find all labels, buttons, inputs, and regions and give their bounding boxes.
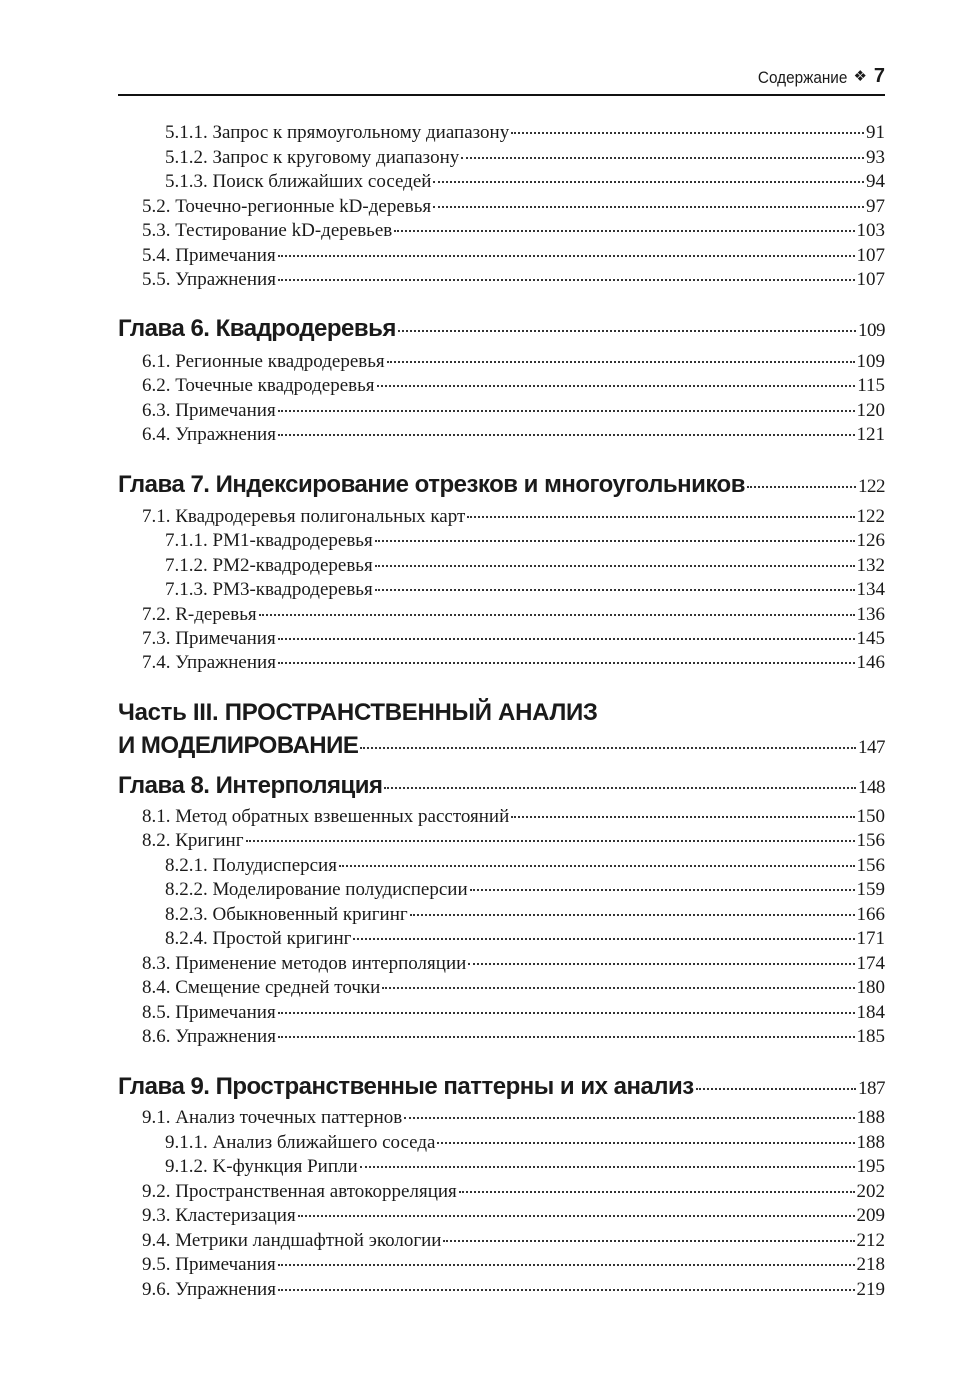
entry-title: 6.2. Точечные квадродеревья xyxy=(142,375,375,396)
entry-title: 8.1. Метод обратных взвешенных расстояний xyxy=(142,806,510,827)
toc-entry[interactable] xyxy=(142,268,885,292)
toc-entry[interactable] xyxy=(142,399,885,423)
toc-chapter-entry[interactable] xyxy=(118,771,885,803)
toc-entry[interactable] xyxy=(142,1229,885,1253)
entry-page-number: 218 xyxy=(856,1254,885,1275)
dot-leader xyxy=(259,614,855,616)
entry-title: 7.2. R-деревья xyxy=(142,604,257,625)
entry-title: 8.2.3. Обыкновенный кригинг xyxy=(165,904,408,925)
entry-title: 9.4. Метрики ландшафтной экологии xyxy=(142,1230,442,1251)
entry-page-number: 156 xyxy=(856,855,885,876)
entry-title: 5.4. Примечания xyxy=(142,245,276,266)
toc-entry[interactable] xyxy=(142,374,885,398)
dot-leader xyxy=(375,589,855,591)
toc-entry[interactable] xyxy=(165,170,885,194)
dot-leader xyxy=(278,1264,855,1266)
toc-entry[interactable] xyxy=(165,927,885,951)
entry-page-number: 166 xyxy=(856,904,885,925)
dot-leader xyxy=(468,963,854,965)
entry-title: 7.4. Упражнения xyxy=(142,652,276,673)
dot-leader xyxy=(278,279,855,281)
entry-page-number: 187 xyxy=(858,1078,885,1099)
page-number: 7 xyxy=(873,65,885,87)
entry-title: 7.1.3. PM3-квадродеревья xyxy=(165,579,373,600)
dot-leader xyxy=(278,1012,855,1014)
toc-entry[interactable] xyxy=(142,651,885,675)
dot-leader xyxy=(382,987,854,989)
dot-leader xyxy=(747,486,856,488)
dot-leader xyxy=(387,361,855,363)
toc-entry[interactable] xyxy=(142,805,885,829)
entry-title: 9.1.2. K-функция Рипли xyxy=(165,1156,358,1177)
ornament-icon: ❖ xyxy=(853,67,867,85)
toc-entry[interactable] xyxy=(142,195,885,219)
entry-page-number: 107 xyxy=(856,269,885,290)
toc-entry[interactable] xyxy=(142,1278,885,1302)
entry-page-number: 97 xyxy=(866,196,885,217)
toc-entry[interactable] xyxy=(142,1001,885,1025)
entry-title: 8.2.4. Простой кригинг xyxy=(165,928,352,949)
entry-page-number: 91 xyxy=(866,122,885,143)
dot-leader xyxy=(511,132,864,134)
toc-entry[interactable] xyxy=(142,1204,885,1228)
entry-title: 7.1.2. PM2-квадродеревья xyxy=(165,555,373,576)
entry-title: 9.1.1. Анализ ближайшего соседа xyxy=(165,1132,436,1153)
dot-leader xyxy=(377,385,856,387)
toc-entry[interactable] xyxy=(142,976,885,1000)
dot-leader xyxy=(360,1166,855,1168)
running-header xyxy=(118,64,885,96)
entry-page-number: 109 xyxy=(856,351,885,372)
entry-title: 9.5. Примечания xyxy=(142,1254,276,1275)
dot-leader xyxy=(278,1036,855,1038)
entry-page-number: 134 xyxy=(856,579,885,600)
entry-title: 7.1. Квадродеревья полигональных карт xyxy=(142,506,466,527)
toc-entry[interactable] xyxy=(165,854,885,878)
entry-title: Глава 8. Интерполяция xyxy=(118,772,383,799)
entry-title: 5.1.1. Запрос к прямоугольному диапазону xyxy=(165,122,510,143)
toc-chapter-entry[interactable] xyxy=(118,314,885,346)
toc-entry[interactable] xyxy=(165,903,885,927)
entry-title: 8.5. Примечания xyxy=(142,1002,276,1023)
toc-entry[interactable] xyxy=(165,1131,885,1155)
toc-entry[interactable] xyxy=(142,1180,885,1204)
entry-title: Глава 9. Пространственные паттерны и их анализ xyxy=(118,1073,694,1100)
entry-page-number: 107 xyxy=(856,245,885,266)
entry-page-number: 136 xyxy=(856,604,885,625)
dot-leader xyxy=(375,565,855,567)
dot-leader xyxy=(339,865,855,867)
entry-title: И МОДЕЛИРОВАНИЕ xyxy=(118,732,359,759)
entry-page-number: 212 xyxy=(856,1230,885,1251)
dot-leader xyxy=(433,206,864,208)
entry-title: 9.3. Кластеризация xyxy=(142,1205,296,1226)
entry-title: 5.5. Упражнения xyxy=(142,269,276,290)
dot-leader xyxy=(467,516,854,518)
entry-title: 8.2.2. Моделирование полудисперсии xyxy=(165,879,468,900)
entry-title: 5.2. Точечно-регионные kD-деревья xyxy=(142,196,432,217)
entry-page-number: 94 xyxy=(866,171,885,192)
entry-page-number: 93 xyxy=(866,147,885,168)
toc-entry[interactable] xyxy=(142,603,885,627)
entry-title: 9.1. Анализ точечных паттернов xyxy=(142,1107,403,1128)
entry-page-number: 120 xyxy=(856,400,885,421)
dot-leader xyxy=(278,410,855,412)
toc-chapter-entry[interactable] xyxy=(118,731,885,763)
toc-entry[interactable] xyxy=(165,121,885,145)
entry-title: 8.3. Применение методов интерполяции xyxy=(142,953,467,974)
dot-leader xyxy=(298,1215,855,1217)
toc-entry[interactable] xyxy=(165,578,885,602)
entry-page-number: 148 xyxy=(858,777,885,798)
entry-title: 6.1. Регионные квадродеревья xyxy=(142,351,385,372)
toc-entry[interactable] xyxy=(142,952,885,976)
entry-title: 7.3. Примечания xyxy=(142,628,276,649)
dot-leader xyxy=(375,540,855,542)
dot-leader xyxy=(360,747,856,749)
entry-page-number: 174 xyxy=(856,953,885,974)
toc-entry[interactable] xyxy=(142,350,885,374)
entry-page-number: 126 xyxy=(856,530,885,551)
entry-page-number: 180 xyxy=(856,977,885,998)
entry-page-number: 132 xyxy=(856,555,885,576)
entry-title: 5.3. Тестирование kD-деревьев xyxy=(142,220,393,241)
entry-page-number: 103 xyxy=(856,220,885,241)
toc-entry[interactable] xyxy=(142,627,885,651)
toc-entry[interactable] xyxy=(142,505,885,529)
toc-entry[interactable] xyxy=(142,829,885,853)
dot-leader xyxy=(410,914,855,916)
entry-page-number: 185 xyxy=(856,1026,885,1047)
entry-page-number: 109 xyxy=(858,320,885,341)
entry-title: 5.1.2. Запрос к круговому диапазону xyxy=(165,147,460,168)
dot-leader xyxy=(461,157,864,159)
header-section-title: Содержание xyxy=(757,68,847,87)
entry-page-number: 145 xyxy=(856,628,885,649)
entry-page-number: 219 xyxy=(856,1279,885,1300)
entry-title: 8.6. Упражнения xyxy=(142,1026,276,1047)
entry-title: 7.1.1. PM1-квадродеревья xyxy=(165,530,373,551)
dot-leader xyxy=(394,230,854,232)
dot-leader xyxy=(278,434,855,436)
toc-entry[interactable] xyxy=(142,423,885,447)
toc-entry[interactable] xyxy=(142,219,885,243)
entry-page-number: 209 xyxy=(856,1205,885,1226)
entry-page-number: 147 xyxy=(858,737,885,758)
toc-entry[interactable] xyxy=(142,244,885,268)
entry-page-number: 188 xyxy=(856,1107,885,1128)
dot-leader xyxy=(404,1117,854,1119)
toc-entry[interactable] xyxy=(165,1155,885,1179)
toc-entry[interactable] xyxy=(165,529,885,553)
toc-chapter-entry[interactable] xyxy=(118,1072,885,1104)
entry-page-number: 195 xyxy=(856,1156,885,1177)
dot-leader xyxy=(433,181,864,183)
entry-title: Глава 6. Квадродеревья xyxy=(118,315,396,342)
entry-page-number: 121 xyxy=(856,424,885,445)
dot-leader xyxy=(696,1088,856,1090)
entry-title: 9.2. Пространственная автокорреляция xyxy=(142,1181,457,1202)
entry-title: 5.1.3. Поиск ближайших соседей xyxy=(165,171,432,192)
toc-entry[interactable] xyxy=(142,1025,885,1049)
toc-entry[interactable] xyxy=(142,1106,885,1130)
dot-leader xyxy=(278,638,855,640)
entry-title: 9.6. Упражнения xyxy=(142,1279,276,1300)
toc-entry[interactable] xyxy=(165,146,885,170)
dot-leader xyxy=(278,1289,855,1291)
dot-leader xyxy=(459,1191,855,1193)
entry-title: Глава 7. Индексирование отрезков и многоугольников xyxy=(118,471,745,498)
part-heading-line: Часть III. ПРОСТРАНСТВЕННЫЙ АНАЛИЗ xyxy=(118,699,598,726)
entry-page-number: 184 xyxy=(856,1002,885,1023)
entry-page-number: 188 xyxy=(856,1132,885,1153)
entry-title: 6.3. Примечания xyxy=(142,400,276,421)
dot-leader xyxy=(384,787,856,789)
entry-page-number: 202 xyxy=(856,1181,885,1202)
dot-leader xyxy=(443,1240,854,1242)
dot-leader xyxy=(278,662,855,664)
toc-entry[interactable] xyxy=(142,1253,885,1277)
dot-leader xyxy=(511,816,854,818)
dot-leader xyxy=(353,938,854,940)
dot-leader xyxy=(246,840,855,842)
entry-page-number: 156 xyxy=(856,830,885,851)
entry-page-number: 146 xyxy=(856,652,885,673)
toc-entry[interactable] xyxy=(165,554,885,578)
toc-chapter-entry[interactable] xyxy=(118,470,885,502)
toc-entry[interactable] xyxy=(165,878,885,902)
dot-leader xyxy=(398,330,856,332)
entry-title: 8.2.1. Полудисперсия xyxy=(165,855,337,876)
entry-title: 8.2. Кригинг xyxy=(142,830,244,851)
entry-page-number: 159 xyxy=(856,879,885,900)
entry-page-number: 122 xyxy=(856,506,885,527)
entry-page-number: 115 xyxy=(857,375,885,396)
entry-title: 6.4. Упражнения xyxy=(142,424,276,445)
entry-title: 8.4. Смещение средней точки xyxy=(142,977,381,998)
entry-page-number: 150 xyxy=(856,806,885,827)
dot-leader xyxy=(278,255,855,257)
dot-leader xyxy=(437,1142,854,1144)
entry-page-number: 122 xyxy=(858,476,885,497)
dot-leader xyxy=(470,889,855,891)
entry-page-number: 171 xyxy=(856,928,885,949)
